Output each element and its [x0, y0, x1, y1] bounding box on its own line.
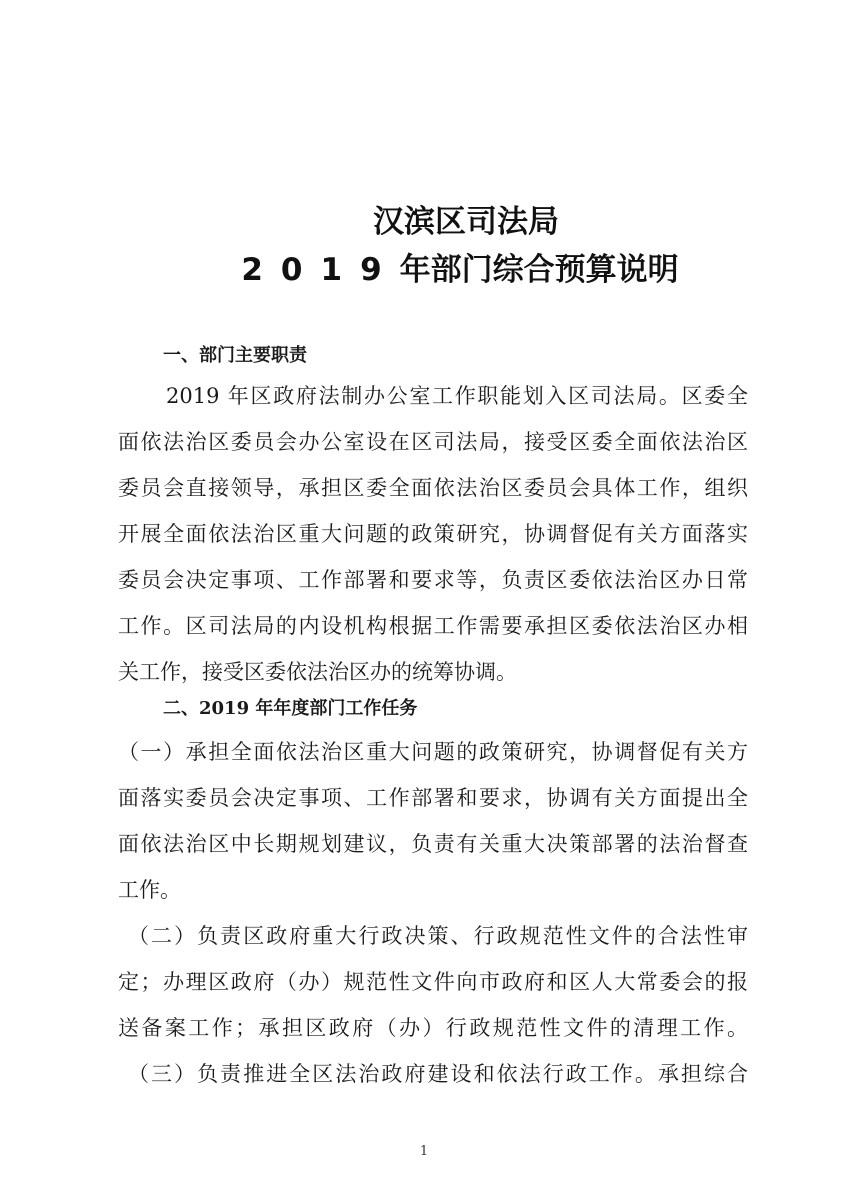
section1-line: 关工作，接受区委依法治区办的统筹协调。: [118, 660, 517, 684]
task-item-2-line: 定；办理区政府（办）规范性文件向市政府和区人大常委会的报: [118, 970, 748, 994]
section1-line: 工作。区司法局的内设机构根据工作需要承担区委依法治区办相: [118, 614, 748, 638]
task-item-1-line: 工作。: [118, 878, 181, 902]
section2-heading: 二、2019 年年度部门工作任务: [163, 698, 418, 719]
task-item-1-line: 面落实委员会决定事项、工作部署和要求，协调有关方面提出全: [118, 786, 748, 810]
task-item-3-line: （三）负责推进全区法治政府建设和依法行政工作。承担综合: [128, 1062, 748, 1086]
section1-line: 面依法治区委员会办公室设在区司法局，接受区委全面依法治区: [118, 430, 748, 454]
task-item-2-line: （二）负责区政府重大行政决策、行政规范性文件的合法性审: [128, 924, 748, 948]
document-title-line1: 汉滨区司法局: [373, 204, 559, 240]
section1-line: 开展全面依法治区重大问题的政策研究，协调督促有关方面落实: [118, 522, 748, 546]
title-subject: 年部门综合预算说明: [399, 252, 679, 288]
title-year: 2019: [241, 252, 400, 288]
task-item-1-line: 面依法治区中长期规划建议，负责有关重大决策部署的法治督查: [118, 832, 748, 856]
page-number: 1: [419, 1144, 429, 1159]
section1-line: 2019 年区政府法制办公室工作职能划入区司法局。区委全: [166, 384, 748, 408]
task-item-1-line: （一）承担全面依法治区重大问题的政策研究，协调督促有关方: [118, 740, 748, 764]
section1-line: 委员会直接领导，承担区委全面依法治区委员会具体工作，组织: [118, 476, 748, 500]
task-item-2-line: 送备案工作；承担区政府（办）行政规范性文件的清理工作。: [118, 1016, 748, 1040]
document-title-line2: [0, 244, 848, 289]
section1-heading: 一、部门主要职责: [163, 345, 307, 366]
section1-line: 委员会决定事项、工作部署和要求等，负责区委依法治区办日常: [118, 568, 748, 592]
